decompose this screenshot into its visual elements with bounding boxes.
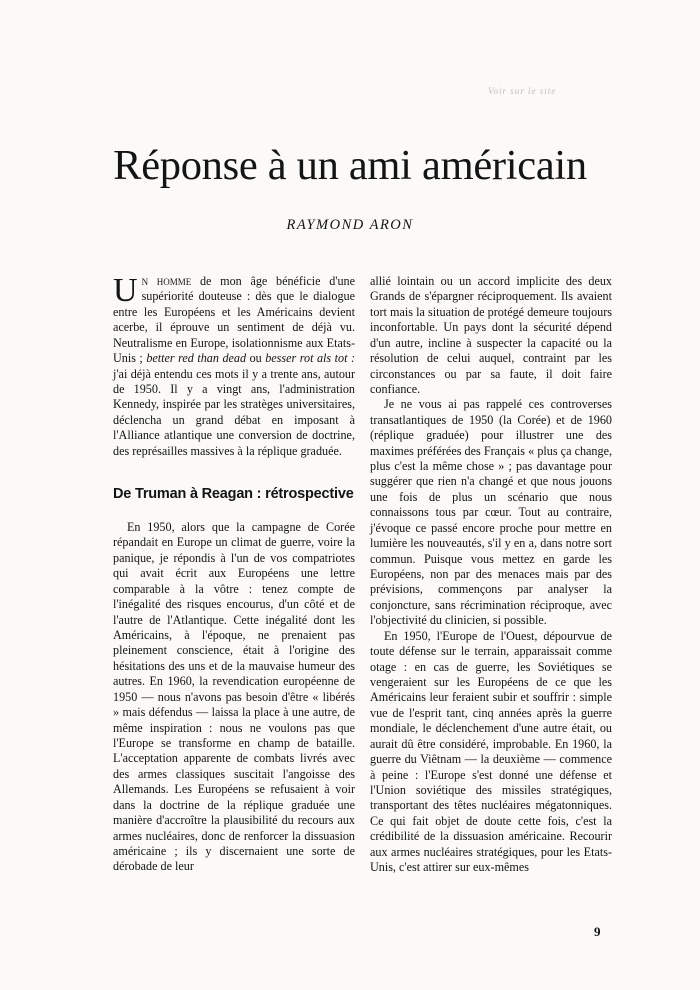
right-column	[370, 274, 612, 875]
left-column	[113, 274, 355, 875]
intro-text-3: j'ai déjà entendu ces mots il y a trente ans, autour de 1950. Il y a vingt ans, l'administration Kennedy, inspirée par les stratèges universitaires, déclencha un grand débat en imposant à l'Alliance atlantique une conversion de doctrine, des représailles massives à la réplique graduée.	[113, 366, 355, 458]
intro-text-2: ou	[246, 351, 266, 366]
section-heading: De Truman à Reagan : rétrospective	[113, 486, 354, 503]
right-paragraph-1: allié lointain ou un accord implicite des deux Grands de s'épargner réciproquement. Ils avaient tort mais la situation de protégé demeure toujours inconfortable. Un pays dont la sécurité dépend d'un autre, incline à suspecter la capacité ou la résolution de celui auquel, contraint par les circonstances ou par sa faute, il doit faire confiance.	[370, 274, 612, 396]
intro-paragraph	[113, 274, 355, 459]
article-author: RAYMOND ARON	[286, 217, 414, 233]
right-paragraph-3: En 1950, l'Europe de l'Ouest, dépourvue de toute défense sur le terrain, apparaissait comme otage : en cas de guerre, les Soviétiques se vengeraient sur les Européens de ce que les Américains leur feraient subir et souffrir : simple vue de l'esprit tant, cinq années après la guerre mondiale, le déclenchement d'une autre était, ou aurait dû être considéré, improbable. En 1960, la guerre du Viêtnam — la deuxième — commence à peine : l'Europe s'est donné une défense et l'Union soviétique des missiles stratégiques, transportant des têtes nucléaires mégatonniques. Ce qui fait objet de doute cette fois, c'est la crédibilité de la dissuasion américaine. Recourir aux armes nucléaires stratégiques, pour les Etats-Unis, c'est attirer sur eux-mêmes	[370, 628, 612, 875]
intro-italic-2: besser rot als tot :	[265, 351, 355, 366]
article-title: Réponse à un ami américain	[113, 142, 587, 189]
faint-watermark: Voir sur le site	[488, 86, 557, 96]
right-paragraph-2: Je ne vous ai pas rappelé ces controverses transatlantiques de 1950 (la Corée) et de 1960 (réplique graduée) pour illustrer une des maximes préférées des Français « plus ça change, plus c'est la même chose » ; pas davantage pour suggérer que rien n'a changé et que nous jouons une fois de plus un scénario que nous connaissons tous par cœur. Tout au contraire, j'évoque ce passé encore proche pour mettre en lumière les nouveautés, s'il y en a, dans notre sort commun. Puisque vous mettez en garde les Européens, non par des menaces mais par des prévisions, commençons par analyser la conjoncture, sans récrimination réciproque, avec l'objectivité du clinicien, si possible.	[370, 397, 612, 628]
intro-smallcaps: n homme	[141, 274, 192, 288]
intro-text-1: de mon âge bénéficie d'une supériorité douteuse : dès que le dialogue entre les Européens et les Américains devient acerbe, il éprouve un sentiment de déjà vu. Neutralisme en Europe, isolationnisme aux Etats-Unis ;	[113, 274, 355, 366]
intro-italic-1: better red than dead	[146, 351, 247, 366]
page-number: 9	[594, 924, 601, 939]
left-paragraph-2: En 1950, alors que la campagne de Corée répandait en Europe un climat de guerre, voire la panique, je répondis à l'un de vos compatriotes qui avait écrit aux Européens une lettre comparable à la vôtre : tenez compte de l'inégalité des risques encourus, d'un côté et de l'autre de l'Atlantique. Cette inégalité dont les Américains, à l'époque, ne prenaient pas pleinement conscience, était à l'origine des hésitations des uns et de la mauvaise humeur des autres. En 1960, la revendication européenne de 1950 — nous n'avons pas besoin d'être « libérés » mais défendus — laissa la place à une autre, de même inspiration : nous ne voulons pas que l'Europe se transforme en champ de bataille. L'acceptation apparente de combats livrés avec des armes classiques suscitait l'angoisse des Allemands. Les Européens se refusaient à voir dans la doctrine de la réplique graduée une manière d'accroître la plausibilité du recours aux armes nucléaires, donc de renforcer la dissuasion américaine ; ils y discernaient une sorte de dérobade de leur	[113, 520, 355, 874]
drop-cap: U	[113, 272, 138, 309]
